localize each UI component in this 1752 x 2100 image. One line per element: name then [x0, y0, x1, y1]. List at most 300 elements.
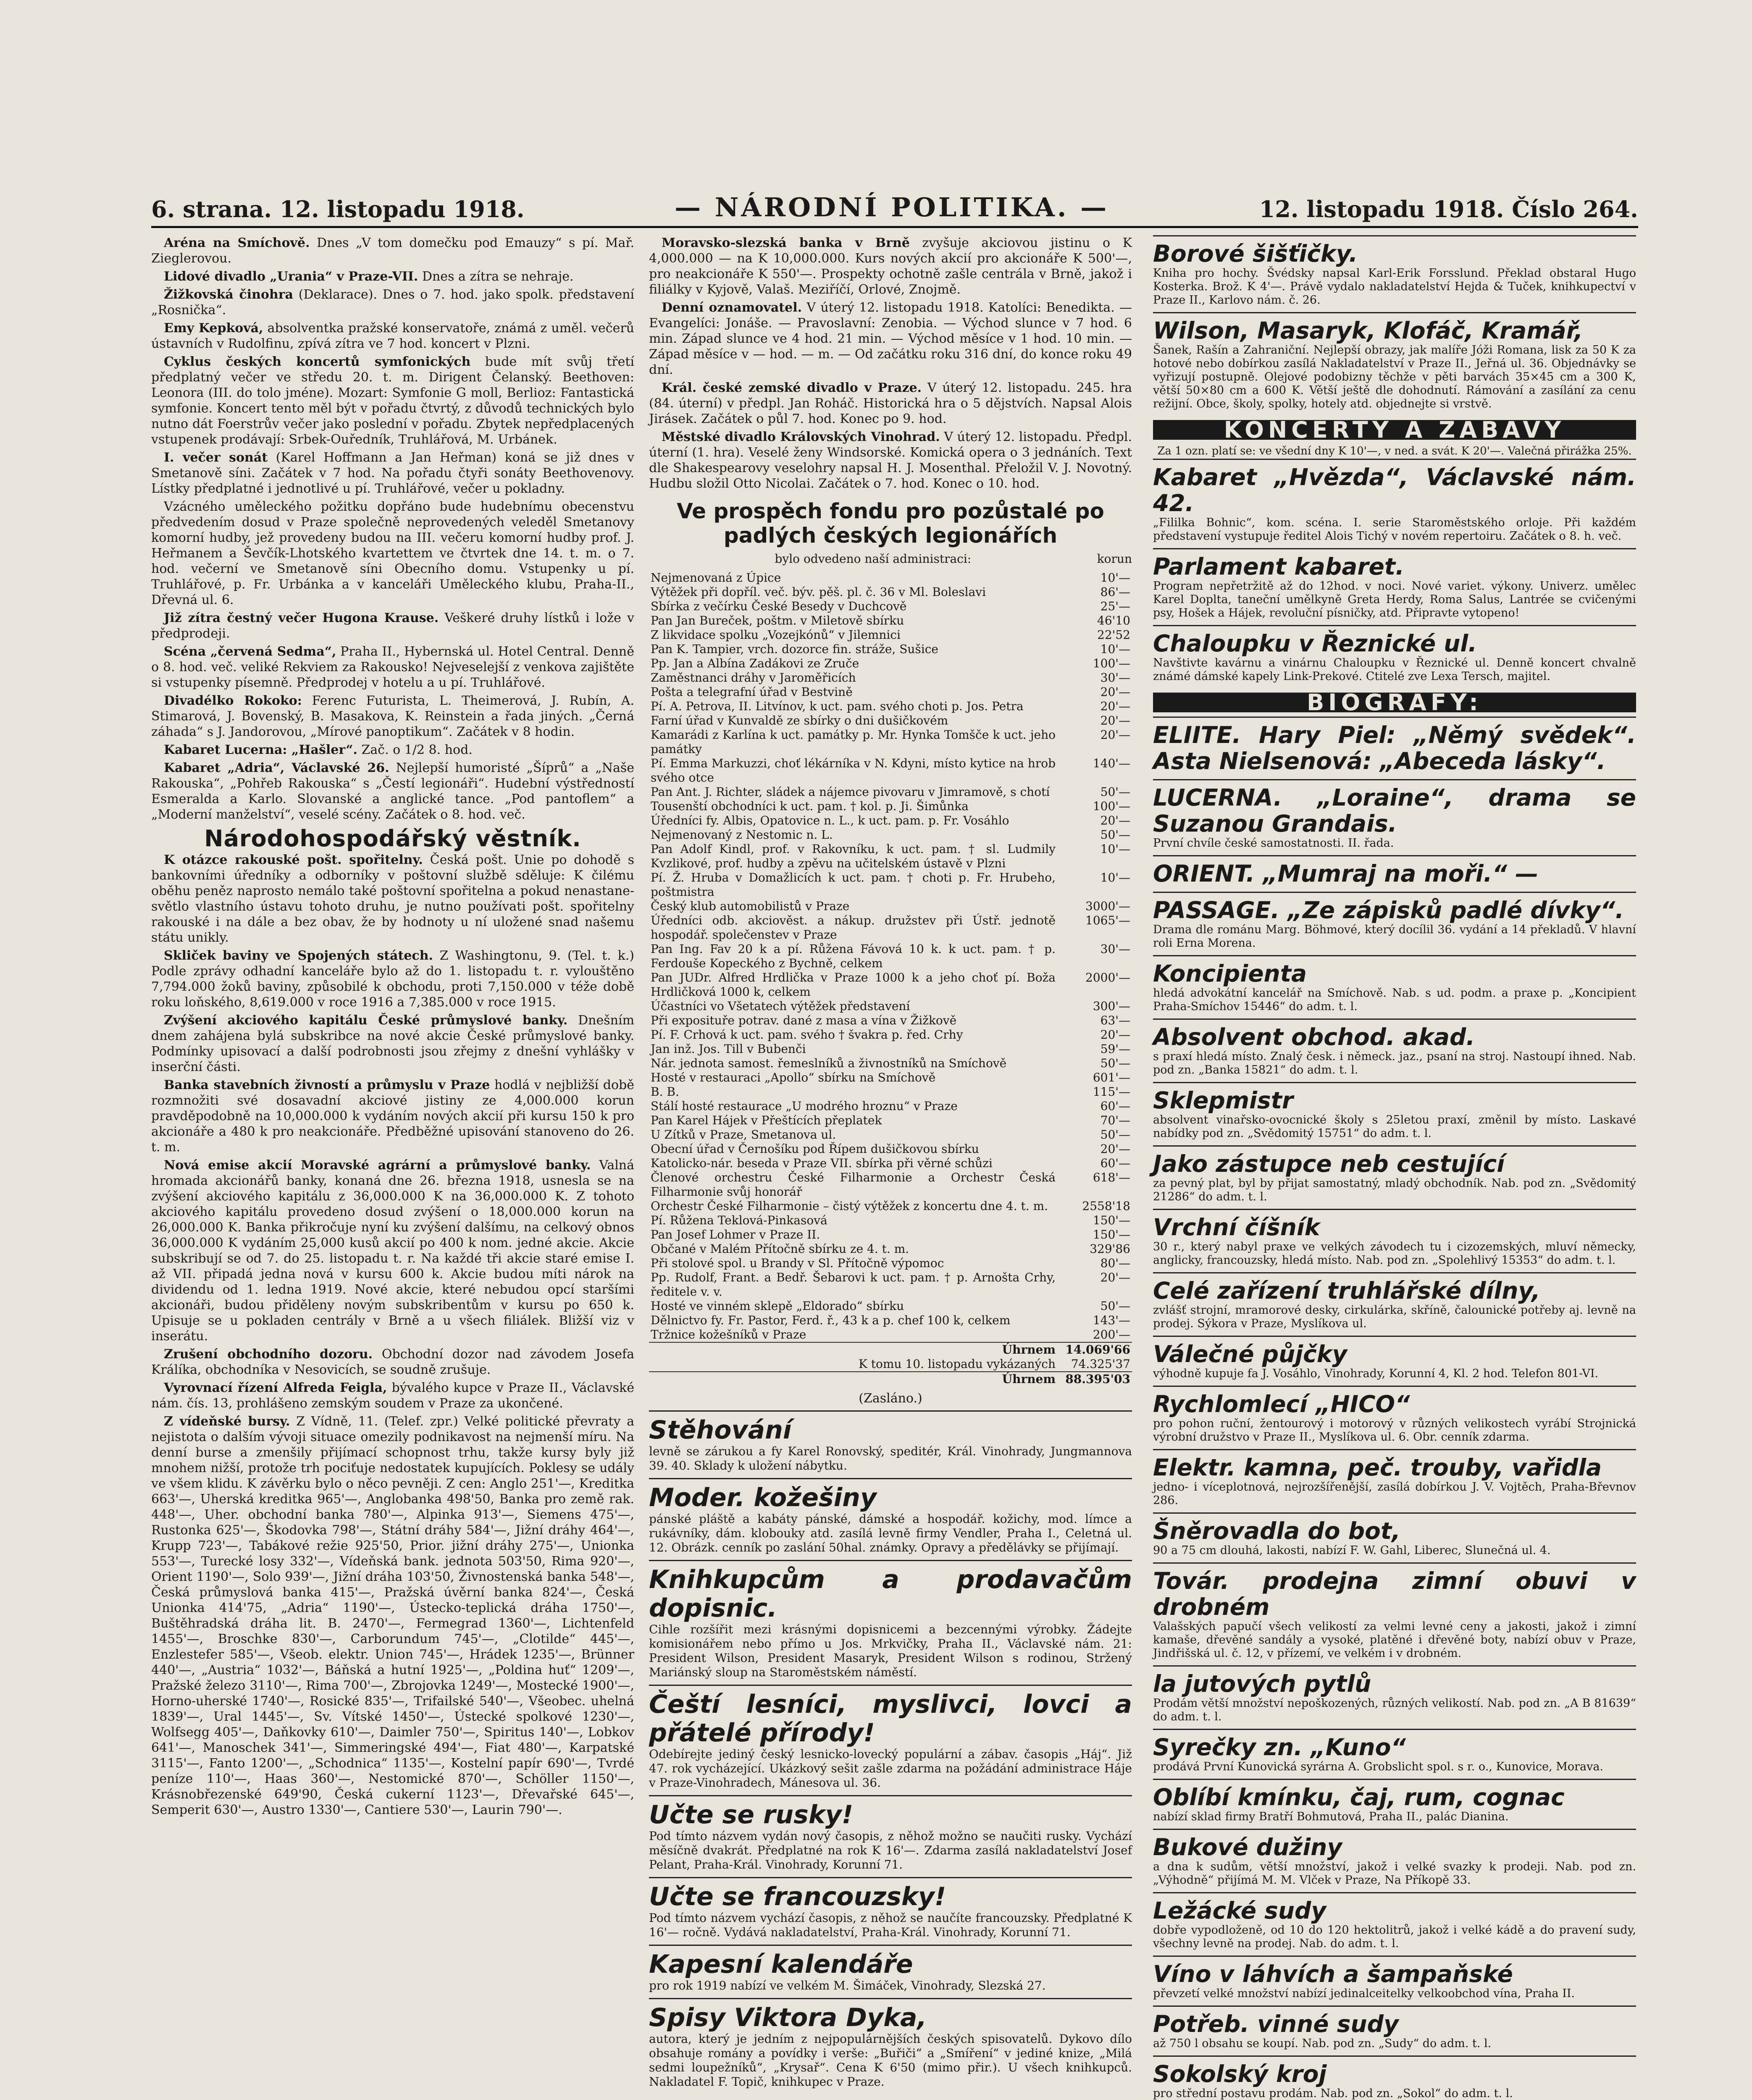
fund-row — [649, 714, 1132, 728]
economy-text: bývalého kupce v Praze II., Václavské nám. čís. 13, prohlášeno zemským soudem v Praze za ukončené. — [151, 1381, 634, 1411]
fund-row — [649, 1299, 1132, 1313]
fund-amount: 20'— — [1100, 814, 1130, 827]
fund-donor: Pí. Emma Markuzzi, choť lékárníka v N. Kdyni, místo kytice na hrob svého otce — [651, 756, 1056, 785]
concert-ads — [1153, 459, 1636, 688]
theatre-headline: Lidové divadlo „Urania“ v Praze-VII. — [164, 269, 418, 284]
top-ad — [1153, 235, 1636, 312]
fund-donor: Nejmenovaný z Nestomic n. L. — [651, 828, 833, 842]
theatre-headline: Scéna „červená Sedma“, — [164, 644, 336, 659]
fund-donor: Pan Ant. J. Richter, sládek a nájemce pivovaru v Jimramově, s chotí — [651, 785, 1050, 799]
fund-unit: korun — [1097, 552, 1132, 566]
cinema-ads — [1153, 717, 1636, 955]
fund-amount: 60'— — [1100, 1156, 1130, 1170]
classified-ad-headline: Koncipienta — [1153, 960, 1307, 987]
fund-donor: Pan Josef Lohmer v Praze II. — [651, 1228, 820, 1242]
fund-amount: 10'— — [1100, 842, 1130, 856]
classified-ad — [1153, 2055, 1636, 2100]
concert-ad-headline: Parlament kabaret. — [1153, 553, 1404, 580]
fund-row — [649, 671, 1132, 685]
fund-grand-total-row — [649, 1372, 1132, 1386]
fund-donor: Nár. jednota samost. řemeslníků a živnostníků na Smíchově — [651, 1056, 1007, 1070]
classified-ad-text: prodává První Kunovická syrárna A. Grobslicht spol. s r. o., Kunovice, Morava. — [1153, 1760, 1604, 1773]
fund-row — [649, 585, 1132, 599]
economy-text: Obchodní dozor nad závodem Josefa Králíka, obchodníka v Nesovicích, se soudně zrušuje. — [151, 1347, 635, 1377]
theatre-item — [151, 693, 634, 740]
economy-headline: Skliček baviny ve Spojených státech. — [164, 948, 433, 963]
fund-donor: Dělnictvo fy. Fr. Pastor, Ferd. ř., 43 k a p. chef 100 k, celkem — [651, 1313, 1011, 1327]
classified-ad-headline: Rychlomlecí „HICO“ — [1153, 1391, 1410, 1418]
col2-ad-headline: Spisy Viktora Dyka, — [649, 2003, 927, 2032]
fund-row — [649, 756, 1132, 785]
cinema-ad-headline: ELIITE. Hary Piel: „Němý svědek“. Asta Nielsenová: „Abeceda lásky“. — [1153, 722, 1636, 774]
theatre-item — [151, 450, 634, 496]
economy-text: hodlá v nejbližší době rozmnožiti své dosavadní akciové jistiny ze 4,000.000 korun pravděpodobně na 10,000.000 k vydáním nových akcií při kursu 150 k pro akcionáře a 480 k pro neakcionáře. Předběžné upisování stanoveno do 26. t. m. — [151, 1078, 634, 1155]
classified-ad-headline: Syrečky zn. „Kuno“ — [1153, 1734, 1406, 1761]
fund-donor: Při exposituře potrav. dané z masa a vína v Žižkově — [651, 1013, 957, 1027]
fund-amount: 150'— — [1093, 1213, 1130, 1227]
fund-row — [649, 1085, 1132, 1099]
theatre-text: (Deklarace). Dnes o 7. hod. jako spolk. představení „Rosnička“. — [151, 287, 634, 318]
col2-ad-headline: Stěhování — [649, 1415, 792, 1445]
col2-ad-headline: Moder. kožešiny — [649, 1483, 877, 1512]
classified-ad — [1153, 2006, 1636, 2055]
theatre-headline: Žižkovská činohra — [164, 287, 293, 302]
fund-donor: Sbírka z večírku České Besedy v Duchcově — [651, 599, 907, 613]
fund-amount: 20'— — [1100, 728, 1130, 742]
fund-amount: 143'— — [1093, 1313, 1130, 1327]
fund-amount: 601'— — [1093, 1071, 1130, 1084]
col2-ad — [649, 1560, 1132, 1685]
theatre-item — [151, 269, 634, 284]
fund-amount: 50'— — [1100, 1056, 1130, 1070]
theatre-notices — [151, 235, 634, 822]
top-ad-headline: Wilson, Masaryk, Klofáč, Kramář, — [1153, 317, 1583, 344]
classified-ad-text: za pevný plat, byl by přijat samostatný, mladý obchodník. Nab. pod zn. „Svědomitý 21286“ do adm. t. l. — [1153, 1177, 1636, 1203]
top-ad-text: Kniha pro hochy. Švédsky napsal Karl-Erik Forsslund. Překlad obstaral Hugo Kosterka. Brož. K 4'—. Právě vydalo nakladatelství Hejda & Tuček, knihkupectví v Praze II., Karlovo nám. č. 26. — [1153, 267, 1636, 307]
fund-amount: 60'— — [1100, 1099, 1130, 1113]
fund-donor: Pošta a telegrafní úřad v Bestvině — [651, 685, 853, 699]
theatre-item — [151, 644, 634, 690]
fund-donor: Pan JUDr. Alfred Hrdlička v Praze 1000 k a jeho choť pí. Boža Hrdličková 1000 k, celkem — [651, 971, 1056, 999]
fund-row — [649, 1328, 1132, 1342]
fund-amount: 80'— — [1100, 1256, 1130, 1270]
classified-ad — [1153, 1449, 1636, 1512]
fund-amount: 618'— — [1093, 1171, 1130, 1184]
masthead-title: — NÁRODNÍ POLITIKA. — — [675, 192, 1109, 223]
theatre-text: Praha II., Hybernská ul. Hotel Central. Denně o 8. hod. več. veliké Rekviem za Rakousko! Nejveselejší z venkova zajištěte si vstupenky písemně. Předprodej v hotelu a u pí. Truhlářové. — [151, 644, 634, 690]
fund-donor: Orchestr České Filharmonie – čistý výtěžek z koncertu dne 4. t. m. — [651, 1199, 1048, 1213]
fund-donor: Z likvidace spolku „Vozejkónů“ v Jilemnici — [651, 628, 901, 642]
top-ad-text: Šanek, Rašín a Zahraniční. Nejlepší obrazy, jak malíře Jóži Romana, lisk za 50 K za hotové nebo dobírkou zasílá Nakladatelství v Praze II., Jeřná ul. 36. Objednávky se vyřizují postupně. Olejové podobizny těchže v pěti barvách 35×45 cm a 300 K, větší 50×80 cm a 600 K. Větší ještě dle dohodnutí. Rámování a zasílání za cenu režijní. Obce, školy, spolky, hotely atd. objednejte si vrstvě. — [1153, 344, 1636, 410]
fund-row — [649, 914, 1132, 942]
theatre-text: Veškeré druhy lístků i lože v předprodeji. — [151, 611, 634, 641]
theatre-text: Dnes a zítra se nehraje. — [422, 269, 574, 284]
classified-ad — [1153, 1665, 1636, 1729]
classified-ad-headline: Sklepmistr — [1153, 1087, 1294, 1114]
theatre-text: Vzácného uměleckého požitku dopřáno bude hudebnímu obecenstvu předvedením dosud v Praze společně neprovedených veleděl Smetanovy komorní hudby, jež provedeny budou na III. večeru komorní hudby prof. J. Heřmanem a Ševčík-Lhotského kvartettem ve čtvrtek dne 14. t. m. o 7. hod. večerní ve Smetanově síni Obecního domu. Vstupenky u pí. Truhlářové, p. Fr. Urbánka a v kanceláři Uměleckého klubu, Praha-II., Dřevná ul. 6. — [151, 499, 634, 607]
classified-ad — [1153, 1145, 1636, 1209]
fund-amount: 50'— — [1100, 828, 1130, 842]
fund-row — [649, 1256, 1132, 1270]
notice-text: V úterý 12. listopadu 1918. Katolíci: Benedikta. — Evangelíci: Jonáše. — Pravoslavní: Zenobia. — Východ slunce v 7 hod. 6 min. Západ slunce ve 4 hod. 21 min. — Východ měsíce v 1 hod. 10 min. — Západ měsíce v — hod. — m. — Od začátku roku 316 dní, do konce roku 49 dní. — [649, 300, 1132, 377]
classified-ad-text: Prodám větší množství nepoškozených, různých velikostí. Nab. pod zn. „A B 81639“ do adm. t. l. — [1153, 1697, 1636, 1723]
fund-amount: 20'— — [1100, 699, 1130, 713]
zaslano-heading: (Zasláno.) — [859, 1391, 922, 1406]
fund-donor: Nejmenovaná z Úpice — [651, 571, 781, 585]
fund-total-label: Úhrnem — [649, 1342, 1057, 1357]
fund-amount: 100'— — [1093, 656, 1130, 670]
fund-row — [649, 1228, 1132, 1242]
economy-item — [151, 1347, 634, 1378]
fund-donor: Stálí hosté restaurace „U modrého hroznu“ v Praze — [651, 1099, 958, 1113]
fund-amount: 200'— — [1093, 1328, 1130, 1341]
col2-ad-text: Pod tímto názvem vychází časopis, z něhož se naučíte francouzsky. Předplatné K 16'— ročně. Vydává nakladatelství, Praha-Král. Vinohrady, Korunní 71. — [649, 1911, 1132, 1939]
column-2-ads — [649, 1410, 1132, 2094]
masthead-right: 12. listopadu 1918. Číslo 264. — [1259, 196, 1638, 223]
concert-ad — [1153, 548, 1636, 625]
theatre-headline: Cyklus českých koncertů symfonických — [164, 354, 471, 369]
fund-amount: 70'— — [1100, 1113, 1130, 1127]
fund-row — [649, 1071, 1132, 1085]
theatre-headline: Kabaret Lucerna: „Hašler“. — [164, 743, 357, 757]
cinema-ad-text: První chvíle české samostatnosti. II. řada. — [1153, 837, 1394, 850]
cinema-ad — [1153, 779, 1636, 855]
col2-ad-headline: Kapesní kalendáře — [649, 1950, 913, 1979]
classified-ad-text: Valašských papučí všech velikostí za velmi levné ceny a jakosti, jakož i zimní kamaše, dřevěné sandály a vysoké, platěné i dřevěné boty, nabízí obuv v Praze, Jindřišská ul. č. 12, v přízemí, ve velkém i v drobném. — [1153, 1620, 1636, 1660]
fund-donor: Katolicko-nár. beseda v Praze VII. sbírka při věrné schůzi — [651, 1156, 993, 1170]
notice-text: V úterý 12. listopadu. Předpl. úterní (1. hra). Veselé ženy Windsorské. Komická opera o 3 jednáních. Text dle Shakespearovy veselohry napsal H. J. Mosenthal. Přeložil V. J. Novotný. Hudbu složil Otto Nicolai. Začátek o 7. hod. Konec o 10. hod. — [649, 430, 1132, 491]
daily-notices — [649, 235, 1132, 491]
fund-donor: Pp. Jan a Albína Zadákovi ze Zruče — [651, 656, 859, 670]
fund-donor: Pan Karel Hájek v Přeštících přeplatek — [651, 1113, 882, 1127]
fund-donor: Pí. Růžena Teklová-Pinkasová — [651, 1213, 827, 1227]
col2-ad-headline: Čeští lesníci, myslivci, lovci a přátelé přírody! — [649, 1690, 1132, 1748]
fund-row — [649, 999, 1132, 1013]
fund-amount: 2558'18 — [1082, 1199, 1130, 1213]
fund-total-amount: 14.069'66 — [1057, 1342, 1132, 1357]
fund-title: Ve prospěch fondu pro pozůstalé po padlých českých legionářích — [677, 499, 1104, 548]
economy-text: Česká pošt. Unie po dohodě s bankovními úředníky a odborníky v poštovní službě sděluje: K čilému oběhu peněz naprosto nemálo také poštovní spořitelna a pokud nenastane-světlo vlastního ústavu tohoto druhu, je nutno používati pošt. spořitelny rakouské i na dále a bez obav, že by hodnoty u ní uložené snad našemu státu unikly. — [151, 853, 634, 945]
fund-row — [649, 1099, 1132, 1113]
col2-ad-text: Pod tímto názvem vydán nový časopis, z něhož možno se naučiti rusky. Vychází měsíčně dvakrát. Předplatné na rok K 16'—. Zdarma zasílá nakladatelství Josef Pelant, Praha-Král. Vinohrady, Korunní 71. — [649, 1829, 1132, 1872]
col2-ad-headline: Učte se francouzsky! — [649, 1882, 946, 1911]
fund-donor: Obecní úřad v Černošíku pod Řípem dušičkovou sbírku — [651, 1142, 979, 1156]
classified-ad-headline: Bukové dužiny — [1153, 1834, 1342, 1861]
fund-donor: Úředníci fy. Albis, Opatovice n. L., k uct. pam. p. Fr. Vosáhlo — [651, 814, 1009, 827]
fund-amount: 22'52 — [1097, 628, 1130, 642]
theatre-headline: I. večer sonát — [164, 450, 268, 465]
economy-item — [151, 1380, 634, 1411]
fund-previous-amount: 74.325'37 — [1071, 1357, 1130, 1371]
economy-section-title: Národohospodářský věstník. — [204, 825, 581, 852]
theatre-item — [151, 610, 634, 641]
col2-ad — [649, 1945, 1132, 1998]
fund-row — [649, 1042, 1132, 1056]
fund-amount: 3000'— — [1085, 899, 1130, 913]
top-ad-headline: Borové šišťičky. — [1153, 240, 1358, 267]
classified-ad — [1153, 1562, 1636, 1665]
fund-amount: 140'— — [1093, 756, 1130, 770]
col2-ad — [649, 1998, 1132, 2094]
classified-ad-text: převzetí velké množství nabízí jedinalceitelky velkoobchod vína, Praha II. — [1153, 1987, 1575, 2000]
classified-ad — [1153, 1272, 1636, 1336]
economy-headline: Zrušení obchodního dozoru. — [164, 1347, 373, 1362]
notice-headline: Moravsko-slezská banka v Brně — [662, 236, 910, 250]
classified-ad-text: s praxí hledá místo. Znalý česk. i německ. jaz., psaní na stroj. Nastoupí ihned. Nab. pod zn. „Banka 15821“ do adm. t. l. — [1153, 1050, 1636, 1076]
fund-row — [649, 842, 1132, 871]
classified-ad — [1153, 1386, 1636, 1449]
theatre-headline: Emy Kepková, — [164, 321, 263, 336]
col2-ad-text: Cihle rozšířit mezi krásnými dopisnicemi a bezcennými výrobky. Žádejte komisionářem nebo přímo u Jos. Mrkvičky, Praha II., Václavské nám. 21: President Wilson, President Masaryk, President Wilson s rodinou, Stržený Mariánský sloup na Staroměstském náměstí. — [649, 1622, 1132, 1679]
fund-donor: Při stolové spol. u Brandy v Sl. Přítočně výpomoc — [651, 1256, 944, 1270]
fund-donor: Pí. Ž. Hruba v Domažlicích k uct. pam. † choti p. Fr. Hrubeho, poštmistra — [651, 871, 1056, 899]
concert-ad-headline: Kabaret „Hvězda“, Václavské nám. 42. — [1153, 464, 1636, 517]
theatre-item — [151, 760, 634, 822]
concert-ad-headline: Chaloupku v Řeznické ul. — [1153, 630, 1477, 657]
fund-donor: Pan Adolf Kindl, prof. v Rakovníku, k uct. pam. † sl. Ludmily Kvzlikové, prof. hudby a zpěvu na učitelském ústavě v Plzni — [651, 842, 1056, 870]
fund-donor: B. B. — [651, 1085, 679, 1099]
classified-ad — [1153, 1956, 1636, 2006]
fund-donor: Český klub automobilistů v Praze — [651, 899, 850, 913]
economy-headline: K otázce rakouské pošt. spořitelny. — [164, 853, 423, 867]
theatre-item — [151, 235, 634, 266]
notice-headline: Denní oznamovatel. — [662, 300, 802, 315]
fund-amount: 10'— — [1100, 571, 1130, 585]
fund-donor: Tousenští obchodníci k uct. pam. † kol. p. Ji. Šimůnka — [651, 799, 969, 813]
masthead-left: 6. strana. 12. listopadu 1918. — [151, 196, 525, 223]
fund-amount: 115'— — [1093, 1085, 1130, 1099]
fund-row — [649, 685, 1132, 699]
classified-ads — [1153, 955, 1636, 2100]
fund-row — [649, 599, 1132, 614]
fund-row — [649, 828, 1132, 842]
concert-ad — [1153, 459, 1636, 548]
col2-ad — [649, 1877, 1132, 1945]
economy-headline: Z vídeňské bursy. — [164, 1414, 290, 1429]
fund-amount: 20'— — [1100, 1270, 1130, 1284]
classified-ad-text: a dna k sudům, větší množství, jakož i velké svazky k prodeji. Nab. pod zn. „Výhodně“ přijímá M. M. Vlček v Praze, Na Příkopě 33. — [1153, 1860, 1636, 1887]
fund-grand-total-label: Úhrnem — [649, 1372, 1057, 1386]
theatre-item — [151, 354, 634, 447]
classified-ad-text: až 750 l obsahu se koupí. Nab. pod zn. „Sudy“ do adm. t. l. — [1153, 2037, 1492, 2050]
fund-donor: Pp. Rudolf, Frant. a Bedř. Šebarovi k uct. pam. † p. Arnošta Crhy, ředitele v. v. — [651, 1270, 1056, 1299]
theatre-item — [151, 287, 634, 318]
notice-item — [649, 429, 1132, 491]
classified-ad-text: pro pohon ruční, žentourový i motorový v různých velikostech vyrábí Strojnická výrobní družstvo v Praze II., Myslíkova ul. 6. Obr. cenník zdarma. — [1153, 1417, 1636, 1444]
classified-ad-headline: Potřeb. vinné sudy — [1153, 2011, 1399, 2037]
notice-headline: Král. české zemské divadlo v Praze. — [662, 381, 922, 395]
masthead — [151, 185, 1638, 228]
fund-donor: Občané v Malém Přítočně sbírku ze 4. t. m. — [651, 1242, 909, 1256]
classified-ad — [1153, 1779, 1636, 1829]
classified-ad — [1153, 1209, 1636, 1272]
fund-donor: Pan Ing. Fav 20 k a pí. Růžena Fávová 10 k. k uct. pam. † p. Ferdouše Kopeckého z Bychně, celkem — [651, 942, 1056, 970]
fund-donor: Tržnice kožešníků v Praze — [651, 1328, 806, 1341]
fund-amount: 100'— — [1093, 799, 1130, 813]
fund-row — [649, 1142, 1132, 1156]
fund-row — [649, 799, 1132, 814]
cinema-ad-headline: ORIENT. „Mumraj na moři.“ — — [1153, 860, 1539, 887]
classified-ad-headline: Oblíbí kmínku, čaj, rum, cognac — [1153, 1784, 1565, 1811]
fund-subtitle-text: bylo odvedeno naší administraci: — [775, 552, 972, 566]
fund-row — [649, 942, 1132, 971]
economy-item — [151, 1013, 634, 1075]
concerts-header: KONCERTY A ZÁBAVY — [1153, 420, 1636, 440]
notice-item — [649, 235, 1132, 297]
fund-row — [649, 1171, 1132, 1199]
theatre-item — [151, 499, 634, 608]
classified-ad — [1153, 1336, 1636, 1386]
fund-row — [649, 642, 1132, 656]
col2-ad-text: Odebírejte jediný český lesnicko-lovecký populární a zábav. časopis „Háj“. Již 47. rok vycházející. Ukázkový sešit zašle zdarma na požádání administrace Háje v Praze-Vinohradech, Mánesova ul. 36. — [649, 1747, 1132, 1790]
fund-amount: 300'— — [1093, 999, 1130, 1013]
theatre-text: absolventka pražské konservatoře, známá z uměl. večerů ústavních v Rudolfinu, zpívá zítra ve 7 hod. koncert v Plzni. — [151, 321, 634, 351]
classified-ad-text: jedno- i víceplotnová, nejrozšířenější, zasílá dobírkou J. V. Vojtěch, Praha-Břevnov 286. — [1153, 1480, 1636, 1507]
classified-ad-headline: Šněrovadla do bot, — [1153, 1517, 1401, 1544]
classified-ad-headline: Víno v láhvích a šampaňské — [1153, 1961, 1513, 1987]
fund-amount: 63'— — [1100, 1013, 1130, 1027]
classified-ad-headline: Celé zařízení truhlářské dílny, — [1153, 1277, 1540, 1304]
fund-amount: 10'— — [1100, 642, 1130, 656]
fund-donor: Pí. A. Petrova, II. Litvínov, k uct. pam. svého choti p. Jos. Petra — [651, 699, 1024, 713]
fund-amount: 86'— — [1100, 585, 1130, 599]
fund-row — [649, 571, 1132, 585]
economy-articles — [151, 852, 634, 1818]
classified-ad — [1153, 955, 1636, 1018]
theatre-item — [151, 742, 634, 758]
economy-headline: Banka stavebních živností a průmyslu v Praze — [164, 1078, 490, 1092]
col2-ad-text: autora, který je jedním z nejpopulárnějších českých spisovatelů. Dykovo dílo obsahuje romány a povídky i verše: „Buřiči“ a „Smíření“ v jediné knize, „Milá sedmi loupežníků“, „Krysař“. Cena K 6'50 (mimo přir.). U všech knihkupců. Nakladatel F. Topič, knihkupec v Praze. — [649, 2032, 1132, 2089]
column-2 — [649, 235, 1132, 2094]
notice-item — [649, 380, 1132, 427]
fund-previous-label: K tomu 10. listopadu vykázaných — [858, 1357, 1056, 1371]
top-ad — [1153, 312, 1636, 416]
economy-headline: Vyrovnací řízení Alfreda Feigla, — [164, 1381, 387, 1395]
fund-donor: Účastníci vo Všetatech výtěžek představení — [651, 999, 910, 1013]
economy-item — [151, 852, 634, 945]
economy-text: Z Vídně, 11. (Telef. zpr.) Velké politické převraty a nejistota o dalším vývoji situace omezily podnikavost na nejmenší míru. Na denní burse a zmenšily přijímací schopnost trhu, takže kursy byly již mnohem nižší, protože trh pociťuje nedostatek kupujících. Poklesy se udály ve všem klidu. K závěrku bylo o něco pevněji. Z cen: Anglo 251'—, Kreditka 663'—, Uherská kreditka 965'—, Anglobanka 498'50, Banka pro země rak. 448'—, Uher. obchodní banka 780'—, Alpinka 913'—, Siemens 475'—, Rustonka 625'—, Škodovka 798'—, Státní dráhy 584'—, Jižní dráhy 464'—, Krupp 723'—, Tabákové režie 925'50, Prior. jižní dráhy 275'—, Unionka 553'—, Turecké losy 332'—, Vídeňská bank. jednota 503'50, Rima 920'—, Orient 1190'—, Solo 939'—, Jižní dráha 103'50, Živnostenská banka 548'—, Česká průmyslová banka 415'—, Pražská úvěrní banka 824'—, Česká Unionka 414'75, „Adria“ 1190'—, Ústecko-teplická dráha 1750'—, Buštěhradská dráha lit. B. 2470'—, Fermegrad 1360'—, Lichtenfeld 1455'—, Broschke 830'—, Carborundum 745'—, „Clotilde“ 445'—, Enzlestefer 585'—, Všeob. elektr. Union 745'—, Hrádek 1235'—, Brünner 440'—, „Austria“ 1032'—, Báňská a hutní 1925'—, „Poldina huť“ 1209'—, Pražské železo 3110'—, Rima 700'—, Zbrojovka 1249'—, Mostecké 1900'—, Horno-uherské 1740'—, Rosické 835'—, Trifailské 540'—, Všeobec. uhelná 1839'—, Ural 1445'—, Sv. Vítské 1450'—, Ústecké spolkové 1230'—, Wolfsegg 405'—, Daňkovky 610'—, Daimler 750'—, Spiritus 140'—, Lobkov 641'—, Manoschek 341'—, Simmeringské 494'—, Fiat 480'—, Karpatské 3115'—, Fanto 1200'—, „Schodnica“ 1135'—, Kostelní papír 690'—, Tvrdé peníze 110'—, Haas 360'—, Nestomické 870'—, Schöller 1150'—, Krásnobřezenské 649'90, Česká cukerní 1123'—, Dřevařské 645'—, Semperit 630'—, Austro 1330'—, Cantiere 530'—, Laurin 790'—. — [151, 1414, 634, 1817]
economy-text: Dnešním dnem zahájena bylá subskribce na nové akcie České průmyslové banky. Podmínky upisovací a další podrobnosti jsou zřejmy z dnešní vyhlášky v inserční části. — [151, 1013, 635, 1074]
fund-amount: 50'— — [1100, 1299, 1130, 1313]
fund-row — [649, 1113, 1132, 1128]
theatre-text: bude mít svůj třetí předplatný večer ve středu 20. t. m. Dirigent Čelanský. Beethoven: Leonora (III. do tolo jméne). Mozart: Symfonie G moll, Berlioz: Fantastická symfonie. Koncert tento měl být v pořadu čtvrtý, z důvodů technických bylo nutno dát Foerstrův večer jako poslední v pořadu. Zbytek nepředplacených vstupenek prodávají: Srbek-Ouředník, Truhlářová, M. Urbánek. — [151, 354, 634, 447]
fund-amount: 10'— — [1100, 871, 1130, 885]
classified-ad-headline: Sokolský kroj — [1153, 2061, 1327, 2087]
fund-donor: Farní úřad v Kunvaldě ze sbírky o dni dušičkovém — [651, 714, 948, 727]
fund-donor: Výtěžek při dopříl. več. býv. pěš. pl. č. 36 v Ml. Boleslavi — [651, 585, 986, 599]
fund-amount: 30'— — [1100, 671, 1130, 685]
notice-text: V úterý 12. listopadu. 245. hra (84. úterní) v předpl. Jan Roháč. Historická hra o 5 dějstvích. Napsal Alois Jirásek. Začátek o půl 7. hod. Konec po 9. hod. — [649, 381, 1132, 426]
classified-ad-headline: la jutových pytlů — [1153, 1670, 1371, 1697]
classified-ad-text: výhodně kupuje fa J. Vosáhlo, Vinohrady, Korunní 4, Kl. 2 hod. Telefon 801-VI. — [1153, 1367, 1599, 1380]
economy-item — [151, 948, 634, 1010]
fund-row — [649, 1313, 1132, 1328]
cinema-ad — [1153, 717, 1636, 779]
classified-ad-headline: Továr. prodejna zimní obuvi v drobném — [1153, 1567, 1636, 1620]
cinema-ad-text: Drama dle románu Marg. Böhmové, který docílil 36. vydání a 14 překladů. V hlavní roli Erna Morena. — [1153, 923, 1636, 950]
fund-row — [649, 699, 1132, 714]
notice-headline: Městské divadlo Královských Vinohrad. — [662, 430, 940, 444]
fund-amount: 50'— — [1100, 1128, 1130, 1142]
fund-donor: Kamarádi z Karlína k uct. památky p. Mr. Hynka Tomšče k uct. jeho památky — [651, 728, 1056, 756]
fund-row — [649, 814, 1132, 828]
theatre-text: (Karel Hoffmann a Jan Heřman) koná se již dnes v Smetanově síni. Začátek v 7 hod. Na pořadu čtyři sonáty Beethovenovy. Lístky předplatné i jednotlivé u pí. Truhlářové, večer u pokladny. — [151, 450, 634, 496]
notice-text: zvyšuje akciovou jistinu o K 4,000.000 — na K 10,000.000. Kurs nových akcií pro akcionáře K 500'—, pro neakcionáře K 550'—. Prospekty ochotně zašle centrála v Brně, jakož i filiálky v Kyjově, Valaš. Meziříčí, Orlové, Znojmě. — [649, 236, 1132, 297]
classified-ad-text: 30 r., který nabyl praxe ve velkých závodech tu i cizozemských, mluví německy, anglicky, francouzsky, hledá místo. Nab. pod zn. „Spolehlivý 15353“ do adm. t. l. — [1153, 1240, 1636, 1267]
col2-ad-text: pro rok 1919 nabízí ve velkém M. Šimáček, Vinohrady, Slezská 27. — [649, 1979, 1046, 1992]
col2-ad-headline: Knihkupcům a prodavačům dopisnic. — [649, 1565, 1132, 1623]
fund-row — [649, 614, 1132, 628]
cinema-ad — [1153, 855, 1636, 892]
classified-ad-headline: Jako zástupce neb cestující — [1153, 1150, 1505, 1177]
concert-ad-text: Navštivte kavárnu a vinárnu Chaloupku v Řeznické ul. Denně koncert chvalně známé dámské kapely Link-Prekové. Ctitelé zve Lexa Tersch, majitel. — [1153, 656, 1636, 683]
fund-amount: 20'— — [1100, 1028, 1130, 1042]
fund-row — [649, 1013, 1132, 1028]
fund-amount: 59'— — [1100, 1042, 1130, 1056]
fund-row — [649, 1156, 1132, 1171]
classified-ad-headline: Válečné půjčky — [1153, 1341, 1347, 1368]
classified-ad — [1153, 1018, 1636, 1082]
fund-amount: 1065'— — [1085, 914, 1130, 927]
classified-ad — [1153, 1892, 1636, 1956]
theatre-headline: Divadélko Rokoko: — [164, 693, 302, 708]
classified-ad-headline: Vrchní číšník — [1153, 1214, 1320, 1241]
economy-headline: Nová emise akcií Moravské agrární a průmyslové banky. — [164, 1158, 591, 1173]
classified-ad-text: 90 a 75 cm dlouhá, lakosti, nabízí F. W. Gahl, Liberec, Slunečná ul. 4. — [1153, 1544, 1551, 1557]
economy-headline: Zvýšení akciového kapitálu České průmyslové banky. — [164, 1013, 568, 1028]
fund-amount: 2000'— — [1085, 971, 1130, 984]
fund-row — [649, 656, 1132, 671]
classified-ad — [1153, 1829, 1636, 1892]
fund-row — [649, 871, 1132, 899]
fund-amount: 50'— — [1100, 785, 1130, 799]
concert-ad — [1153, 625, 1636, 688]
classified-ad-text: zvlášť strojní, mramorové desky, cirkulárka, skříně, čalounické potřeby aj. levně na prodej. Sýkora v Praze, Myslíkova ul. — [1153, 1304, 1636, 1330]
classified-ad — [1153, 1512, 1636, 1562]
economy-text: Valná hromada akcionářů banky, konaná dne 26. března 1918, usnesla se na zvýšení akciového kapitálu z 36,000.000 K na 36,000.000 K. Z tohoto akciového kapitálu provedeno dosud zvýšení o 18,000.000 korun na 26,000.000 K. Banka přikročuje nyní ku zvýšení dalšímu, na celkový obnos 36,000.000 K vydáním 25,000 kusů akcií po 400 k nom. jedné akcie. Akcie subskribují se od 7. do 25. listopadu t. r. Na každé tři akcie staré emise I. až VII. připadá jedna nová v kursu 600 k. Akcie budou míti nárok na dividendu od 1. ledna 1919. Nové akcie, které nebudou opcí staršími akcionáři, budou přiděleny novým subskribentům v kursu po 650 k. Upisuje se u pokladen centrály v Brně a u všech filiálek. Bližší viz v inserátu. — [151, 1158, 634, 1344]
fund-subtitle — [649, 551, 1132, 567]
classified-ad-text: dobře vypodloženě, od 10 do 120 hektolitrů, jakož i velké kádě a do pravení sudy, všechny levně na prodej. Nab. do adm. t. l. — [1153, 1924, 1636, 1950]
fund-row — [649, 971, 1132, 999]
fund-donor: Zaměstnanci dráhy v Jaroměřicích — [651, 671, 856, 685]
fund-amount: 329'86 — [1090, 1242, 1130, 1256]
col2-ad-text: levně se zárukou a fy Karel Ronovský, speditér, Král. Vinohrady, Jungmannova 39. 40. Sklady k uložení nábytku. — [649, 1444, 1132, 1473]
fund-amount: 30'— — [1100, 942, 1130, 956]
cinema-ad-headline: LUCERNA. „Loraine“, drama se Suzanou Grandais. — [1153, 784, 1636, 837]
fund-amount: 150'— — [1093, 1228, 1130, 1242]
economy-item — [151, 1158, 634, 1344]
cinema-ad-headline: PASSAGE. „Ze zápisků padlé dívky“. — [1153, 897, 1624, 924]
fund-amount: 20'— — [1100, 685, 1130, 699]
fund-amount: 20'— — [1100, 714, 1130, 727]
fund-row — [649, 1242, 1132, 1256]
cinema-ad — [1153, 892, 1636, 955]
concert-ad-text: Program nepřetržitě až do 12hod. v noci. Nové variet. výkony. Univerz. umělec Karel Doplta, taneční umělkyně Greta Herdy, Roma Salus, Lantrée se cvičenými psy, Hošek a Hájek, revoluční písničky, atd. Připravte vytopeno! — [1153, 580, 1636, 620]
fund-row — [649, 1199, 1132, 1213]
col2-ad-headline: Učte se rusky! — [649, 1800, 854, 1830]
fund-amount: 25'— — [1100, 599, 1130, 613]
fund-previous-row — [649, 1357, 1132, 1372]
classified-ad-headline: Absolvent obchod. akad. — [1153, 1024, 1475, 1050]
theatre-headline: Již zítra čestný večer Hugona Krause. — [164, 611, 439, 625]
fund-row — [649, 1028, 1132, 1042]
fund-amount: 20'— — [1100, 1142, 1130, 1156]
col2-ad — [649, 1478, 1132, 1560]
fund-row — [649, 899, 1132, 914]
fund-total-row — [649, 1342, 1132, 1357]
economy-item — [151, 1077, 634, 1155]
fund-donor: Úředníci odb. akciověst. a nákup. družstev při Ústř. jednotě hospodář. společenstev v Praze — [651, 914, 1056, 942]
